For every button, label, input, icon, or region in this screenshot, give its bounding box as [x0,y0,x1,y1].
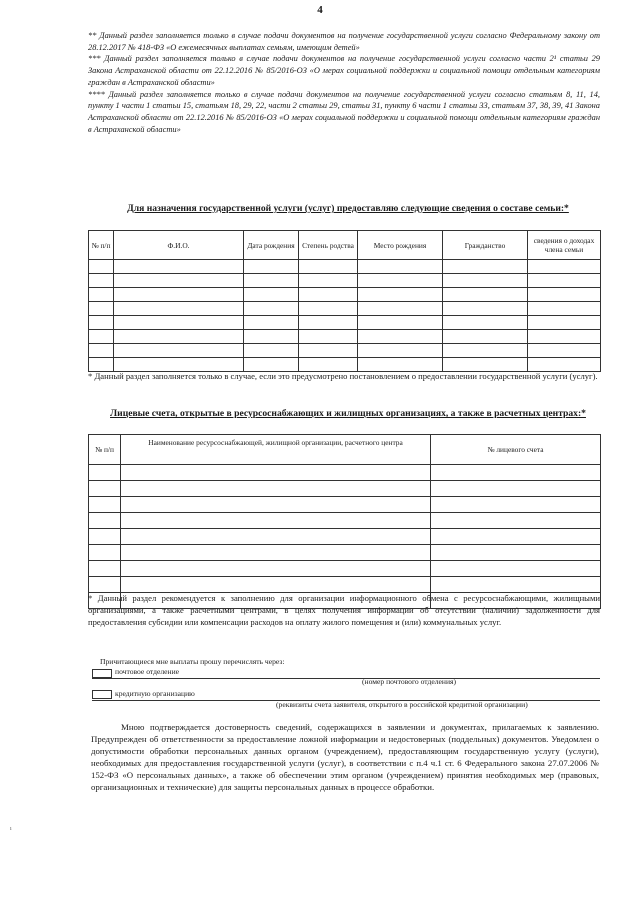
note-articles: **** Данный раздел заполняется только в случае подачи документов на получение государственной услуги согласно статьям 8, 11, 14, пункту 1 части 1 статьи 15, статьям 18, 29, 22, части 2 статьи 29, статьи 31, пункту 6 части 1 статьи 33, статьям 37, 38, 39, 41 Закона Астраханской области от 22.12.2016 № 85/2016-ОЗ «О мерах социальной поддержки и социальной помощи отдельным категориям граждан в Астраханской области» [88,89,600,134]
table-row [89,330,601,344]
table-row [89,316,601,330]
col-income: сведения о доходах члена семьи [528,231,601,260]
bank-label: кредитную организацию [115,689,195,698]
accounts-table [88,434,601,609]
table-row [89,465,601,481]
family-footnote: * Данный раздел заполняется только в случае, если это предусмотрено постановлением о предоставлении государственной услуги (услуг). [88,371,598,381]
table-row [89,529,601,545]
post-office-caption: (номер почтового отделения) [362,677,457,686]
col-account-number: № лицевого счета [431,435,601,465]
accounts-footnote: * Данный раздел рекомендуется к заполнению для организации информационного обмена с ресурсоснабжающими, жилищными организациями, а также расчетными центрами, в целях получения информации об отсутствии (наличии) задолженности для предоставления субсидии или компенсации расходов на оплату жилого помещения и (или) коммунальных услуг. [88,593,600,627]
col-citizenship: Гражданство [443,231,528,260]
col-number: № п/п [89,231,114,260]
table-row [89,274,601,288]
col-relation: Степень родства [299,231,358,260]
post-office-label: почтовое отделение [115,667,179,676]
page-number: 4 [317,4,323,16]
table-row [89,545,601,561]
table-row [89,260,601,274]
table-row [89,481,601,497]
note-part-2-1: *** Данный раздел заполняется только в случае подачи документов на получение государственной услуги согласно части 2¹ статьи 29 Закона Астраханской области от 22.12.2016 № 85/2016-ОЗ «О мерах социальной поддержки и социальной помощи отдельным категориям граждан в Астраханской области» [88,54,600,87]
col-organization: Наименование ресурсоснабжающей, жилищной организации, расчетного центра [121,435,431,465]
accounts-heading: Лицевые счета, открытые в ресурсоснабжающих и жилищных организациях, а также в расчетных центрах:* [110,408,586,419]
family-table [88,230,601,372]
post-office-line[interactable] [92,678,600,679]
notes-block [88,30,600,135]
family-header-row [89,231,601,260]
table-row [89,577,601,593]
accounts-header-row [89,435,601,465]
consent-paragraph: Мною подтверждается достоверность сведений, содержащихся в заявлении и документах, прилагаемых к заявлению. Предупрежден об ответственности за предоставление ложной информации и недостоверных (поддельных) документов. Уведомлен о допустимости обработки персональных данных органом (учреждением), предоставляющим государственную услугу (услуги), необходимых для предоставления государственной услуги (услуг), в соответствии с п.4 ч.1 ст. 6 Федерального закона 27.07.2006 № 152-ФЗ «О персональных данных», а также об обеспечении этим органом (учреждением) принятия необходимых мер (правовых, организационных и технические) для защиты персональных данных в процессе обработки. [91,722,599,792]
col-full-name: Ф.И.О. [114,231,244,260]
post-office-checkbox[interactable] [92,669,112,678]
col-number: № п/п [89,435,121,465]
col-birth-date: Дата рождения [244,231,299,260]
table-row [89,561,601,577]
table-row [89,497,601,513]
bank-caption: (реквизиты счета заявителя, открытого в российской кредитной организации) [276,700,528,709]
bank-checkbox[interactable] [92,690,112,699]
payment-intro: Причитающиеся мне выплаты прошу перечислять через: [100,657,285,666]
note-418fz: ** Данный раздел заполняется только в случае подачи документов на получение государственной услуги согласно Федеральному закону от 28.12.2017 № 418-ФЗ «О ежемесячных выплатах семьям, имеющим детей» [88,31,600,52]
margin-mark: ı [10,826,12,832]
table-row [89,344,601,358]
table-row [89,513,601,529]
family-heading: Для назначения государственной услуги (услуг) предоставляю следующие сведения о составе семьи:* [127,203,569,214]
table-row [89,288,601,302]
col-birth-place: Место рождения [358,231,443,260]
table-row [89,302,601,316]
